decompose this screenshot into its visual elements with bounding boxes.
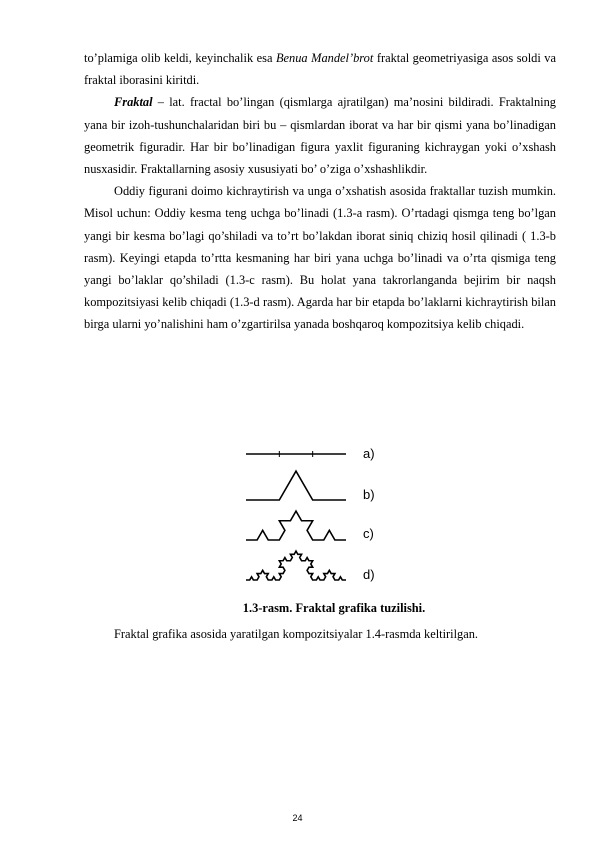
person-name: Benua Mandel’brot bbox=[275, 51, 374, 65]
definition-text: – lat. fractal bo’lingan (qismlarga ajratilgan) ma’nosini bildiradi. Fraktalning yana bir izoh-tushunchalaridan biri bu – qismlardan iborat va har bir qismi yana bo’linadigan geometrik figuradir. Har bir bo’linadigan figura yaxlit figuraning kichraygan yoki o’xshash nusxasidir. Fraktallarning asosiy xususiyati bo’ o’ziga o’xshashlikdir. bbox=[84, 95, 556, 177]
label-a: a) bbox=[363, 446, 375, 461]
closing-sentence: Fraktal grafika asosida yaratilgan kompozitsiyalar 1.4-rasmda keltirilgan. bbox=[114, 627, 479, 641]
body-text bbox=[84, 47, 556, 336]
curve-c-iteration-2 bbox=[246, 511, 346, 540]
koch-curve-diagram bbox=[236, 440, 396, 590]
label-d: d) bbox=[363, 567, 375, 582]
intro-text-end: fraktal geometriyasiga asos soldi va fraktal iborasini kiritdi. bbox=[84, 51, 556, 88]
curve-group bbox=[246, 451, 346, 580]
curve-b-iteration-1 bbox=[246, 471, 346, 500]
term-fraktal: Fraktal bbox=[114, 95, 153, 110]
figure-caption: 1.3-rasm. Fraktal grafika tuzilishi. bbox=[242, 601, 426, 615]
label-b: b) bbox=[363, 487, 375, 502]
paragraph-construction: Oddiy figurani doimo kichraytirish va unga o’xshatish asosida fraktallar tuzish mumkin. Misol uchun: Oddiy kesma teng uchga bo’linadi (1.3-a rasm). O’rtadagi qismga teng bo’lgan yangi bir kesma bo’lagi qo’shiladi va to’rt bo’lakdan iborat siniq chiziq hosil qilinadi ( 1.3-b rasm). Keyingi etapda to’rtta kesmaning har biri yana uchga bo’linadi va o’rta qismiga teng yangi bo’laklar qo’shiladi (1.3-c rasm). Bu holat yana takrorlanganda bejirim bir naqsh kompozitsiyasi kelib chiqadi (1.3-d rasm). Agarda har bir etapda bo’laklarni kichraytirish bilan birga ularni yo’nalishini ham o’zgartirilsa yanada boshqaroq kompozitsiya kelib chiqadi. bbox=[84, 184, 556, 332]
fractal-figure bbox=[236, 440, 396, 590]
paragraph-intro bbox=[84, 47, 556, 91]
label-c: c) bbox=[363, 526, 374, 541]
paragraph-definition bbox=[84, 91, 556, 180]
page-number: 24 bbox=[292, 813, 303, 823]
curve-d-iteration-3 bbox=[246, 551, 346, 580]
intro-text-start: to’plamiga olib keldi, keyinchalik esa bbox=[84, 51, 276, 65]
